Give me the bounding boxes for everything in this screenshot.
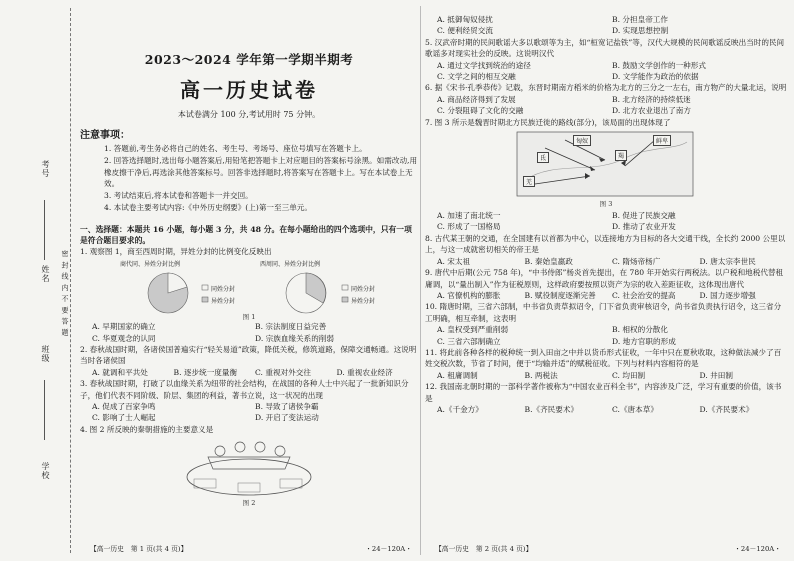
figure-3-map — [425, 130, 787, 208]
option[interactable]: D. 井田制 — [699, 370, 733, 380]
option[interactable]: B. 北方经济的持续低迷 — [612, 94, 691, 104]
figure-1 — [80, 259, 418, 322]
exam-no-label: 考号 — [41, 160, 50, 178]
option[interactable]: D. 重视农业经济 — [336, 367, 393, 377]
exam-no-underline — [44, 200, 45, 260]
note-item: 2. 回答选择题时,选出每小题答案后,用铅笔把答题卡上对应题目的答案标号涂黑。如需改动,用橡皮擦干净后,再选涂其他答案标号。回答非选择题时,将答案写在答题卡上。写在本试卷上无效。 — [104, 155, 418, 189]
option[interactable]: A. 租庸调制 — [437, 370, 478, 380]
question-10-stem: 10. 隋唐时期，三省六部制，中书省负责草拟诏令，门下省负责审核诏令，尚书省负责执行诏令，这三省分工明确，相互牵制，这表明 — [425, 302, 782, 323]
option[interactable]: D. 北方农业退出了南方 — [612, 106, 691, 116]
question-9-stem: 9. 唐代中后期(公元 758 年)，“中书侍郎”杨炎首先提出，在 780 年开始实行两税法。以户税和地税代替租庸调，以“量出制入”作为征税原则，这样政府要按照以资产为宗的收入差距征收，这体现出唐代 — [425, 268, 784, 289]
option[interactable]: D. 文学能作为政治的依据 — [612, 72, 699, 82]
page-1-code: ・24－120A・ — [365, 545, 412, 553]
figure-2-caption: 图 2 — [242, 499, 256, 508]
question-3-stem: 3. 春秋战国时期，打破了以血缘关系为纽带的社会结构，在战国的各种人士中兴起了一批新知识分子，他们代表不同阶级、阶层、集团的利益，著书立说，这一状况的出现 — [80, 379, 409, 400]
option[interactable]: B. 导致了诸侯争霸 — [255, 402, 319, 412]
binding-strip — [0, 0, 74, 561]
legend-same: 同姓分封 — [211, 286, 236, 294]
school-label: 学校 — [41, 462, 50, 480]
option[interactable]: C. 重视对外交往 — [255, 367, 311, 377]
option[interactable]: C. 影响了士人崛起 — [92, 413, 156, 423]
option[interactable]: A. 早期国家的确立 — [92, 322, 156, 332]
option[interactable]: D. 实现思想控制 — [612, 26, 669, 36]
map-label: 羌 — [523, 176, 535, 187]
question-5-options — [425, 60, 787, 83]
option[interactable]: C. 社会治安的提高 — [612, 290, 676, 300]
notes-heading: 注意事项： — [80, 130, 130, 141]
option[interactable]: C. 便利经贸交流 — [437, 26, 493, 36]
exam-subtitle: 高一历史试卷 — [180, 78, 318, 102]
option[interactable]: B. 秦始皇嬴政 — [524, 256, 573, 266]
legend-diff: 异姓分封 — [211, 298, 236, 306]
question-6-stem: 6. 据《宋书·孔季恭传》记载，东晋时期南方稻米的价格为北方的三分之一左右，南方物产的大量北运，说明 — [425, 83, 787, 93]
question-5-stem: 5. 汉武帝时期的民间歌谣大多以歌颂等为主，如“桓宽记盐铁”等，汉代大规模的民间歌谣反映出当时的民间歌谣多对现实社会的反映。这说明汉代 — [425, 37, 785, 59]
option[interactable]: B. 促进了民族交融 — [612, 211, 676, 221]
figure-2-illustration — [80, 437, 418, 499]
question-3-options — [80, 401, 418, 424]
question-2-options — [80, 367, 418, 378]
migration-map — [425, 130, 787, 200]
question-1-stem: 1. 观察图 1，商至西周时期，异姓分封的比例变化反映出 — [80, 246, 272, 256]
option[interactable]: A. 加速了南北统一 — [437, 211, 501, 221]
score-line: 本试卷满分 100 分,考试用时 75 分钟。 — [177, 110, 321, 119]
part-one-heading: 一、选择题：本题共 16 小题，每小题 3 分，共 48 分。在每小题给出的四个选项中，只有一项是符合题目要求的。 — [80, 224, 412, 245]
question-7-stem: 7. 图 3 所示是魏晋时期北方民族迁徙的路线(部分)，该局面的出现体现了 — [425, 117, 671, 127]
seal-notice: 密 封 线 内 不 要 答 题 — [61, 250, 69, 337]
note-item: 1. 答题前,考生务必将自己的姓名、考生号、考场号、座位号填写在答题卡上。 — [104, 144, 367, 153]
question-2-stem: 2. 春秋战国时期，各诸侯国普遍实行“轻关易道”政策，降低关税，修筑道路，保障交通畅通。这说明当时各诸侯国 — [80, 345, 417, 366]
option[interactable]: B. 分担皇帝工作 — [612, 15, 668, 24]
option[interactable]: D.《齐民要术》 — [699, 404, 754, 414]
option[interactable]: D. 地方官职的形成 — [612, 336, 676, 346]
question-10-options — [425, 324, 787, 347]
option[interactable]: A. 通过文学找到统治的途径 — [437, 60, 531, 70]
option[interactable]: D. 宗族血缘关系的削弱 — [255, 333, 334, 343]
question-12-options — [425, 404, 787, 415]
pie-right-label: 西周同、异姓分封比例 — [260, 261, 321, 269]
option[interactable]: B. 鼓励文学创作的一种形式 — [612, 60, 706, 70]
option[interactable]: A. 促成了百家争鸣 — [92, 402, 156, 412]
right-column — [425, 6, 787, 561]
option[interactable]: C. 华夏观念的认同 — [92, 333, 156, 343]
option[interactable]: B. 赋役制度逐渐完善 — [524, 290, 596, 300]
option[interactable]: C. 均田制 — [612, 370, 646, 380]
class-label: 班级 — [41, 345, 50, 363]
question-4-stem: 4. 图 2 所反映的秦朝措施的主要意义是 — [80, 424, 214, 434]
page-2-footer: 【高一历史 第 2 页(共 4 页)】 — [435, 545, 533, 553]
figure-3-caption: 图 3 — [599, 200, 613, 209]
option[interactable]: D. 国力逐步增强 — [699, 290, 756, 300]
map-label: 鲜卑 — [653, 135, 671, 146]
name-label: 姓名 — [41, 265, 50, 283]
left-column — [80, 6, 418, 561]
column-divider — [420, 6, 421, 555]
option[interactable]: A.《千金方》 — [437, 404, 483, 414]
option[interactable]: B. 两税法 — [524, 370, 558, 380]
option[interactable]: C. 分裂阻碍了文化的交融 — [437, 106, 524, 116]
option[interactable]: B. 宗法制度日益完善 — [255, 322, 327, 332]
legend-same: 同姓分封 — [351, 286, 376, 294]
map-label: 匈奴 — [573, 135, 591, 146]
note-item: 3. 考试结束后,将本试卷和答题卡一并交回。 — [104, 191, 253, 201]
option[interactable]: A. 就调和平共处 — [92, 367, 148, 377]
option[interactable]: C. 隋炀帝杨广 — [612, 256, 661, 266]
option[interactable]: D. 唐太宗李世民 — [699, 256, 756, 266]
class-underline — [44, 380, 45, 440]
option[interactable]: C. 三省六部制确立 — [437, 336, 501, 346]
option[interactable]: B. 逐步统一度量衡 — [173, 367, 238, 377]
map-label: 氐 — [537, 152, 549, 163]
legend-diff: 异姓分封 — [351, 298, 376, 306]
question-4-options — [425, 14, 787, 37]
option[interactable]: B. 相权的分散化 — [612, 325, 668, 335]
option[interactable]: C. 形成了一国格局 — [437, 222, 501, 232]
question-11-stem: 11. 将此前各种各样的税种统一到入田亩之中并以货币形式征收，一年中只在夏秋收取，这种做法减少了百姓交税次数，节省了时间，便于“均输并适”的赋税征收。下列与材料内容相符的是 — [425, 347, 782, 369]
question-11-options — [425, 370, 787, 381]
option[interactable]: A. 宋太祖 — [437, 256, 471, 266]
option[interactable]: C. 文学之间的相互交融 — [437, 72, 516, 82]
figure-2 — [80, 437, 418, 507]
question-8-stem: 8. 古代某王朝的交通，在全国建有以首都为中心，以连接地方为目标的各大交通干线，全长约 2000 公里以上，与这一成就密切相关的帝王是 — [425, 233, 786, 255]
exam-title: 2023～2024 学年第一学期半期考 — [144, 52, 354, 67]
question-6-options — [425, 94, 787, 117]
option[interactable]: A. 皇权受到严重削弱 — [437, 325, 509, 335]
option[interactable]: A. 商品经济得到了发展 — [437, 94, 516, 104]
question-8-options — [425, 256, 787, 267]
option[interactable]: A. 官僚机构的膨胀 — [437, 290, 501, 300]
question-9-options — [425, 290, 787, 301]
seal-line — [70, 8, 71, 553]
option[interactable]: D. 开启了变法运动 — [255, 413, 319, 423]
pie-left-label: 商代同、异姓分封比例 — [120, 261, 181, 269]
question-12-stem: 12. 我国南北朝时期的一部科学著作被称为“中国农业百科全书”，内容涉及广泛，学习有重要的价值，该书是 — [425, 382, 782, 403]
question-1-options — [80, 321, 418, 344]
option[interactable]: C.《唐本草》 — [612, 404, 658, 414]
option[interactable]: D. 推动了农业开发 — [612, 222, 676, 232]
option[interactable]: A. 抵御匈奴侵扰 — [437, 15, 493, 24]
page-1-footer: 【高一历史 第 1 页(共 4 页)】 — [90, 545, 188, 553]
figure-1-caption: 图 1 — [242, 313, 256, 322]
page-2-code: ・24－120A・ — [734, 545, 781, 553]
question-7-options — [425, 210, 787, 233]
option[interactable]: B.《齐民要术》 — [524, 404, 579, 414]
map-label: 羯 — [615, 150, 627, 161]
note-item: 4. 本试卷主要考试内容:《中外历史纲要》(上)第一至三单元。 — [104, 202, 312, 212]
